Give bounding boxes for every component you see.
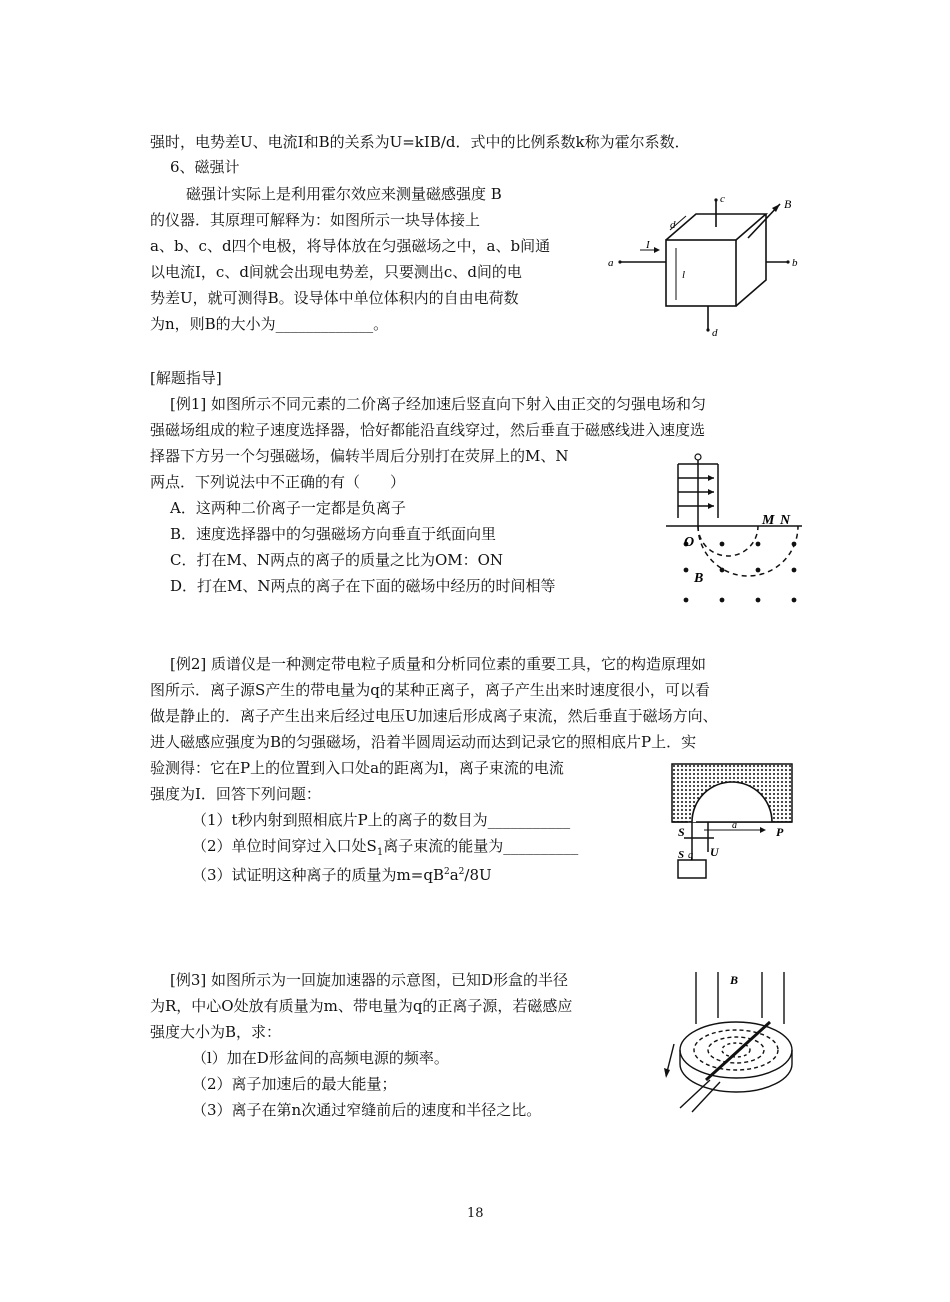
label-q: q xyxy=(688,850,693,861)
text-line: 为R，中心O处放有质量为m、带电量为q的正离子源，若磁感应 xyxy=(150,997,573,1015)
question-1: （1）t秒内射到照相底片P上的离子的数目为___________ xyxy=(192,811,571,829)
option-b: B．速度选择器中的匀强磁场方向垂直于纸面向里 xyxy=(170,525,497,543)
q2-subscript: 1 xyxy=(376,847,384,858)
text-line: 的仪器．其原理可解释为：如图所示一块导体接上 xyxy=(150,211,481,229)
cyclotron-figure xyxy=(662,968,802,1118)
q3-sup: 2 xyxy=(443,867,450,877)
label-l: l xyxy=(682,269,686,281)
question-2 xyxy=(192,836,578,863)
text-line: 验测得：它在P上的位置到入口处a的距离为l，离子束流的电流 xyxy=(150,759,564,777)
q3-sup: 2 xyxy=(458,867,465,877)
text-line: [例3] 如图所示为一回旋加速器的示意图，已知D形盒的半径 xyxy=(170,971,569,989)
question-3 xyxy=(192,862,492,885)
label-N: N xyxy=(780,513,791,528)
question-3: （3）离子在第n次通过窄缝前后的速度和半径之比。 xyxy=(192,1101,542,1119)
label-a: a xyxy=(732,820,737,831)
text-line: [例2] 质谱仪是一种测定带电粒子质量和分析同位素的重要工具，它的构造原理如 xyxy=(170,655,707,673)
label-U: U xyxy=(710,845,719,859)
label-B: B xyxy=(784,197,792,211)
label-c: c xyxy=(720,193,725,205)
label-B: B xyxy=(730,973,739,987)
q3-text: （3）试证明这种离子的质量为m=qB xyxy=(192,866,444,884)
label-O: O xyxy=(684,535,695,550)
question-2: （2）离子加速后的最大能量； xyxy=(192,1075,397,1093)
text-line: [例1] 如图所示不同元素的二价离子经加速后竖直向下射入由正交的匀强电场和匀 xyxy=(170,395,707,413)
label-M: M xyxy=(762,513,775,528)
label-S: S xyxy=(678,849,685,861)
label-P: P xyxy=(776,825,784,839)
text-line: 强度大小为B，求： xyxy=(150,1023,282,1041)
velocity-selector-figure xyxy=(662,452,812,612)
text-line: 势差U，就可测得B。设导体中单位体积内的自由电荷数 xyxy=(150,289,519,307)
label-B: B xyxy=(694,571,704,586)
text-line: 以电流I，c、d间就会出现电势差，只要测出c、d间的电 xyxy=(150,263,522,281)
page-number: 18 xyxy=(467,1206,484,1221)
text-line: a、b、c、d四个电极，将导体放在匀强磁场之中，a、b间通 xyxy=(150,237,551,255)
q2-text-end: 离子束流的能量为__________ xyxy=(383,837,579,855)
label-d-top: d xyxy=(670,219,676,231)
hall-cube-figure xyxy=(600,190,810,340)
text-line: 强度为I．回答下列问题： xyxy=(150,785,321,803)
text-line: 进人磁感应强度为B的匀强磁场，沿着半圆周运动而达到记录它的照相底片P上．实 xyxy=(150,733,697,751)
label-S1: S xyxy=(678,825,685,839)
text-line: 两点．下列说法中不正确的有（ ） xyxy=(150,473,406,491)
section-heading: 6、磁强计 xyxy=(170,158,240,176)
option-d: D．打在M、N两点的离子在下面的磁场中经历的时间相等 xyxy=(170,577,556,595)
label-I: I xyxy=(646,239,650,251)
text-line: 强时，电势差U、电流I和B的关系为U=kIB/d．式中的比例系数k称为霍尔系数． xyxy=(150,133,690,151)
label-a: a xyxy=(608,257,614,269)
text-line: 做是静止的．离子产生出来后经过电压U加速后形成离子束流，然后垂直于磁场方向、 xyxy=(150,707,718,725)
label-b: b xyxy=(792,257,798,269)
question-1: （l）加在D形盆间的高频电源的频率。 xyxy=(192,1049,449,1067)
option-c: C．打在M、N两点的离子的质量之比为OM：ON xyxy=(170,551,504,569)
text-line: 强磁场组成的粒子速度选择器，恰好都能沿直线穿过，然后垂直于磁感线进入速度选 xyxy=(150,421,706,439)
text-line: 择器下方另一个匀强磁场，偏转半周后分别打在荧屏上的M、N xyxy=(150,447,569,465)
q3-mid: a xyxy=(449,866,459,884)
text-line: 为n，则B的大小为_____________。 xyxy=(150,315,389,333)
option-a: A．这两种二价离子一定都是负离子 xyxy=(170,499,406,517)
guide-heading: [解题指导] xyxy=(150,369,222,387)
text-line: 图所示．离子源S产生的带电量为q的某种正离子，离子产生出来时速度很小，可以看 xyxy=(150,681,710,699)
mass-spectrometer-figure xyxy=(664,756,798,886)
label-d-bottom: d xyxy=(712,327,718,339)
q2-text: （2）单位时间穿过入口处S xyxy=(192,837,377,855)
q3-text-end: /8U xyxy=(464,866,492,884)
text-line: 磁强计实际上是利用霍尔效应来测量磁感强度 B xyxy=(186,185,502,203)
